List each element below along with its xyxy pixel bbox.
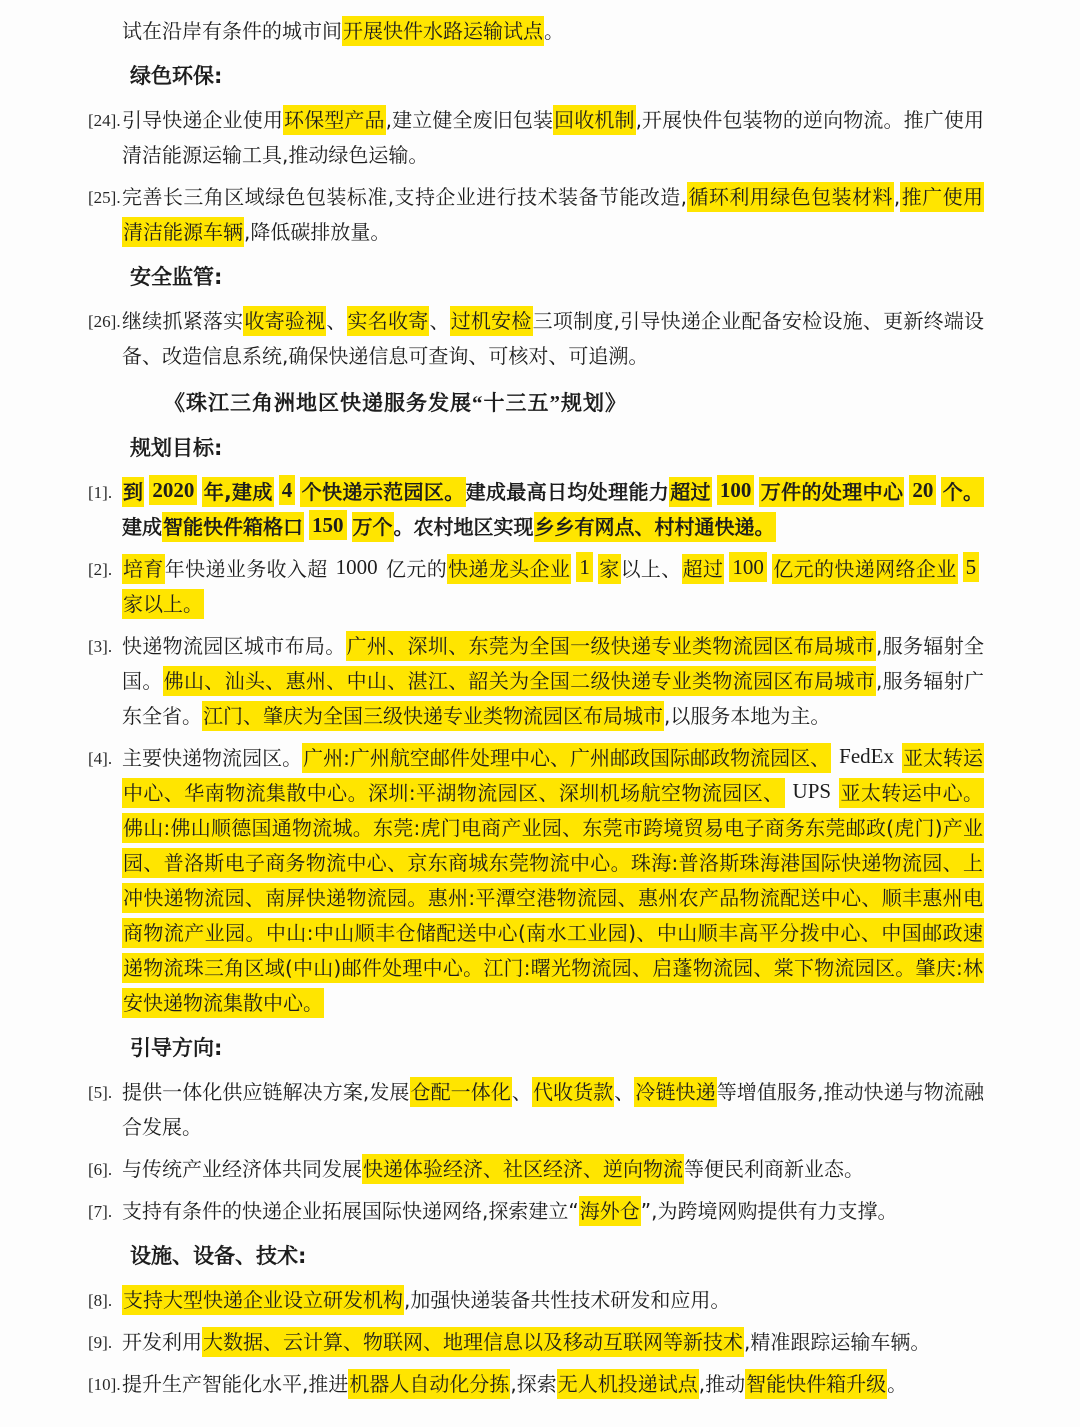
text-run: 以上、: [620, 557, 682, 581]
highlight-run: 快递体验经济、社区经济、逆向物流: [362, 1154, 684, 1184]
highlight-run: 江门、肇庆为全国三级快递专业类物流园区布局城市: [202, 701, 664, 731]
list-item: [88, 304, 985, 374]
text-run: 引导方向:: [130, 1036, 223, 1060]
highlight-run: 海外仓: [579, 1196, 641, 1226]
text-run: 。: [887, 1372, 908, 1396]
text-run: 与传统产业经济体共同发展: [122, 1157, 362, 1181]
number-run: 1000: [335, 555, 378, 579]
highlight-run: 1: [576, 552, 593, 582]
text-run: 。: [544, 19, 564, 43]
text-run: 提供一体化供应链解决方案,发展: [122, 1080, 410, 1104]
text-run: ,服务辐射广东全省。: [122, 669, 985, 728]
highlight-run: 4: [279, 475, 296, 505]
highlight-run: 收寄验视: [243, 306, 326, 336]
highlight-run: 100: [729, 552, 767, 582]
text-run: ,加强快递装备共性技术研发和应用。: [404, 1288, 731, 1312]
list-item: [88, 552, 984, 622]
item-number: [5].: [88, 1083, 113, 1102]
text-run: 。农村地区实现: [393, 515, 534, 539]
section-heading: [122, 260, 984, 295]
text-run: ,: [893, 185, 901, 209]
item-number: [9].: [88, 1333, 113, 1352]
highlight-run: 到: [122, 477, 144, 507]
list-item: [88, 741, 984, 1021]
item-number: [26].: [88, 312, 121, 331]
highlight-run: 5: [963, 552, 980, 582]
item-number: [8].: [88, 1291, 113, 1310]
highlight-run: 快递龙头企业: [447, 554, 571, 584]
text-run: 《珠江三角洲地区快递服务发展“十三五”规划》: [164, 391, 627, 415]
item-number: [2].: [88, 560, 113, 579]
text-run: 三项制度,引导快递企业配备安检设施、更新终端设备、改造信息系统,确保快递信息可查询、可核对、可追溯。: [122, 309, 985, 368]
highlight-run: 广州、深圳、东莞为全国一级快递专业类物流园区布局城市: [346, 631, 876, 661]
list-item: [88, 180, 984, 250]
list-item: [88, 1075, 985, 1145]
highlight-run: 超过: [682, 554, 725, 584]
text-run: 亿元的: [385, 557, 448, 581]
number-run: FedEx: [839, 744, 894, 768]
text-run: 、: [614, 1080, 635, 1104]
item-number: [4].: [88, 749, 113, 768]
item-number: [25].: [88, 188, 121, 207]
highlight-run: 智能快件箱格口: [162, 512, 304, 542]
highlight-run: 代收货款: [532, 1077, 614, 1107]
highlight-run: 万个: [352, 512, 394, 542]
list-item: [88, 1283, 984, 1318]
item-number: [1].: [88, 483, 113, 502]
text-run: ,推动: [698, 1372, 746, 1396]
section-heading: [122, 1239, 984, 1274]
highlight-run: 100: [717, 475, 755, 505]
text-run: 完善长三角区域绿色包装标准,支持企业进行技术装备节能改造,: [122, 185, 688, 209]
text-run: 试在沿岸有条件的城市间: [122, 19, 342, 43]
list-item: [88, 1194, 984, 1229]
highlight-run: 仓配一体化: [410, 1077, 512, 1107]
text-run: 年快递业务收入超: [164, 557, 328, 581]
text-run: ,精准跟踪运输车辆。: [744, 1330, 931, 1354]
item-number: [6].: [88, 1160, 113, 1179]
text-run: 引导快递企业使用: [122, 108, 283, 132]
item-number: [10].: [88, 1375, 121, 1394]
highlight-run: 家以上。: [122, 589, 204, 619]
number-run: UPS: [792, 779, 832, 803]
highlight-run: 实名收寄: [347, 306, 430, 336]
highlight-run: 开展快件水路运输试点: [342, 16, 544, 46]
text-run: 等便民利商新业态。: [684, 1157, 864, 1181]
text-run: 建成: [122, 515, 162, 539]
text-run: ,服务辐射全国。: [122, 634, 985, 693]
highlight-run: 150: [309, 510, 347, 540]
highlight-run: 亚太转运中心、华南物流集散中心。深圳:平湖物流园区、深圳机场航空物流园区、: [122, 743, 984, 808]
list-item: [88, 629, 985, 734]
text-run: ,探索: [510, 1372, 557, 1396]
item-number: [3].: [88, 637, 113, 656]
section-heading: [122, 431, 984, 466]
section-heading: [122, 1031, 984, 1066]
text-run: 安全监管:: [130, 265, 223, 289]
text-run: 继续抓紧落实: [122, 309, 244, 333]
text-run: 开发利用: [122, 1330, 202, 1354]
highlight-run: 个快递示范园区。: [300, 477, 465, 507]
highlight-run: 个。: [941, 477, 984, 507]
highlight-run: 机器人自动化分拣: [348, 1369, 510, 1399]
text-run: 、: [429, 309, 450, 333]
text-run: ,以服务本地为主。: [664, 704, 831, 728]
text-run: ,为跨境网购提供有力支撑。: [651, 1199, 898, 1223]
text-run: 、: [326, 309, 347, 333]
list-item: [88, 1325, 984, 1360]
highlight-run: 年,建成: [202, 477, 273, 507]
document-title: [122, 386, 984, 421]
highlight-run: 2020: [149, 475, 197, 505]
text-run: 支持有条件的快递企业拓展国际快递网络,探索建立: [122, 1199, 569, 1223]
text-run: 绿色环保:: [130, 64, 223, 88]
highlight-run: 超过: [669, 477, 712, 507]
highlight-run: 过机安检: [450, 306, 533, 336]
highlight-run: 培育: [122, 554, 165, 584]
highlight-run: 广州:广州航空邮件处理中心、广州邮政国际邮政物流园区、: [302, 743, 831, 773]
text-run: “: [568, 1199, 579, 1223]
text-run: 主要快递物流园区。: [122, 746, 303, 770]
highlight-run: 支持大型快递企业设立研发机构: [122, 1285, 404, 1315]
highlight-run: 20: [909, 475, 936, 505]
highlight-run: 环保型产品: [283, 105, 386, 135]
highlight-run: 万件的处理中心: [759, 477, 904, 507]
list-item: [88, 1367, 984, 1402]
text-run: ,开展快件包装物的逆向物流。推广使用清洁能源运输工具,推动绿色运输。: [122, 108, 985, 167]
list-item: [88, 103, 985, 173]
highlight-run: 乡乡有网点、村村通快递。: [534, 512, 776, 542]
continuation-paragraph: [122, 14, 984, 49]
highlight-run: 无人机投递试点: [557, 1369, 699, 1399]
highlight-run: 佛山、汕头、惠州、中山、湛江、韶关为全国二级快递专业类物流园区布局城市: [163, 666, 876, 696]
highlight-run: 大数据、云计算、物联网、地理信息以及移动互联网等新技术: [202, 1327, 744, 1357]
item-number: [7].: [88, 1202, 113, 1221]
list-item: [88, 1152, 984, 1187]
text-run: 提升生产智能化水平,推进: [122, 1372, 349, 1396]
text-run: ,降低碳排放量。: [244, 220, 391, 244]
text-run: ,建立健全废旧包装: [385, 108, 554, 132]
section-heading: [122, 59, 984, 94]
highlight-run: 循环利用绿色包装材料: [687, 182, 894, 212]
highlight-run: 回收机制: [553, 105, 636, 135]
text-run: 等增值服务,推动快递与物流融合发展。: [122, 1080, 985, 1139]
text-run: 、: [511, 1080, 532, 1104]
highlight-run: 冷链快递: [634, 1077, 716, 1107]
text-run: ”: [640, 1199, 652, 1223]
text-run: 快递物流园区城市布局。: [122, 634, 346, 658]
highlight-run: 亚太转运中心。佛山:佛山顺德国通物流城。东莞:虎门电商产业园、东莞市跨境贸易电子商务东莞邮政(虎门)产业园、普洛斯电子商务物流中心、京东商城东莞物流中心。珠海:普洛斯珠海港国际快递物流园、上冲快递物流园、南屏快递物流园。惠州:平潭空港物流园、惠州农产品物流配送中心、顺丰惠州电商物流产业园。中山:中山顺丰仓储配送中心(南水工业园)、中山顺丰高平分拨中心、中国邮政速递物流珠三角区域(中山)邮件处理中心。江门:曙光物流园、启蓬物流园、棠下物流园区。肇庆:林安快递物流集散中心。: [122, 778, 984, 1018]
text-run: 建成最高日均处理能力: [465, 480, 670, 504]
text-run: 规划目标:: [130, 436, 223, 460]
highlight-run: 亿元的快递网络企业: [772, 554, 958, 584]
highlight-run: 家: [598, 554, 621, 584]
item-number: [24].: [88, 111, 121, 130]
highlight-run: 推广使用清洁能源车辆: [122, 182, 984, 247]
list-item: [88, 475, 984, 545]
text-run: 设施、设备、技术:: [130, 1244, 307, 1268]
highlight-run: 智能快件箱升级: [745, 1369, 887, 1399]
